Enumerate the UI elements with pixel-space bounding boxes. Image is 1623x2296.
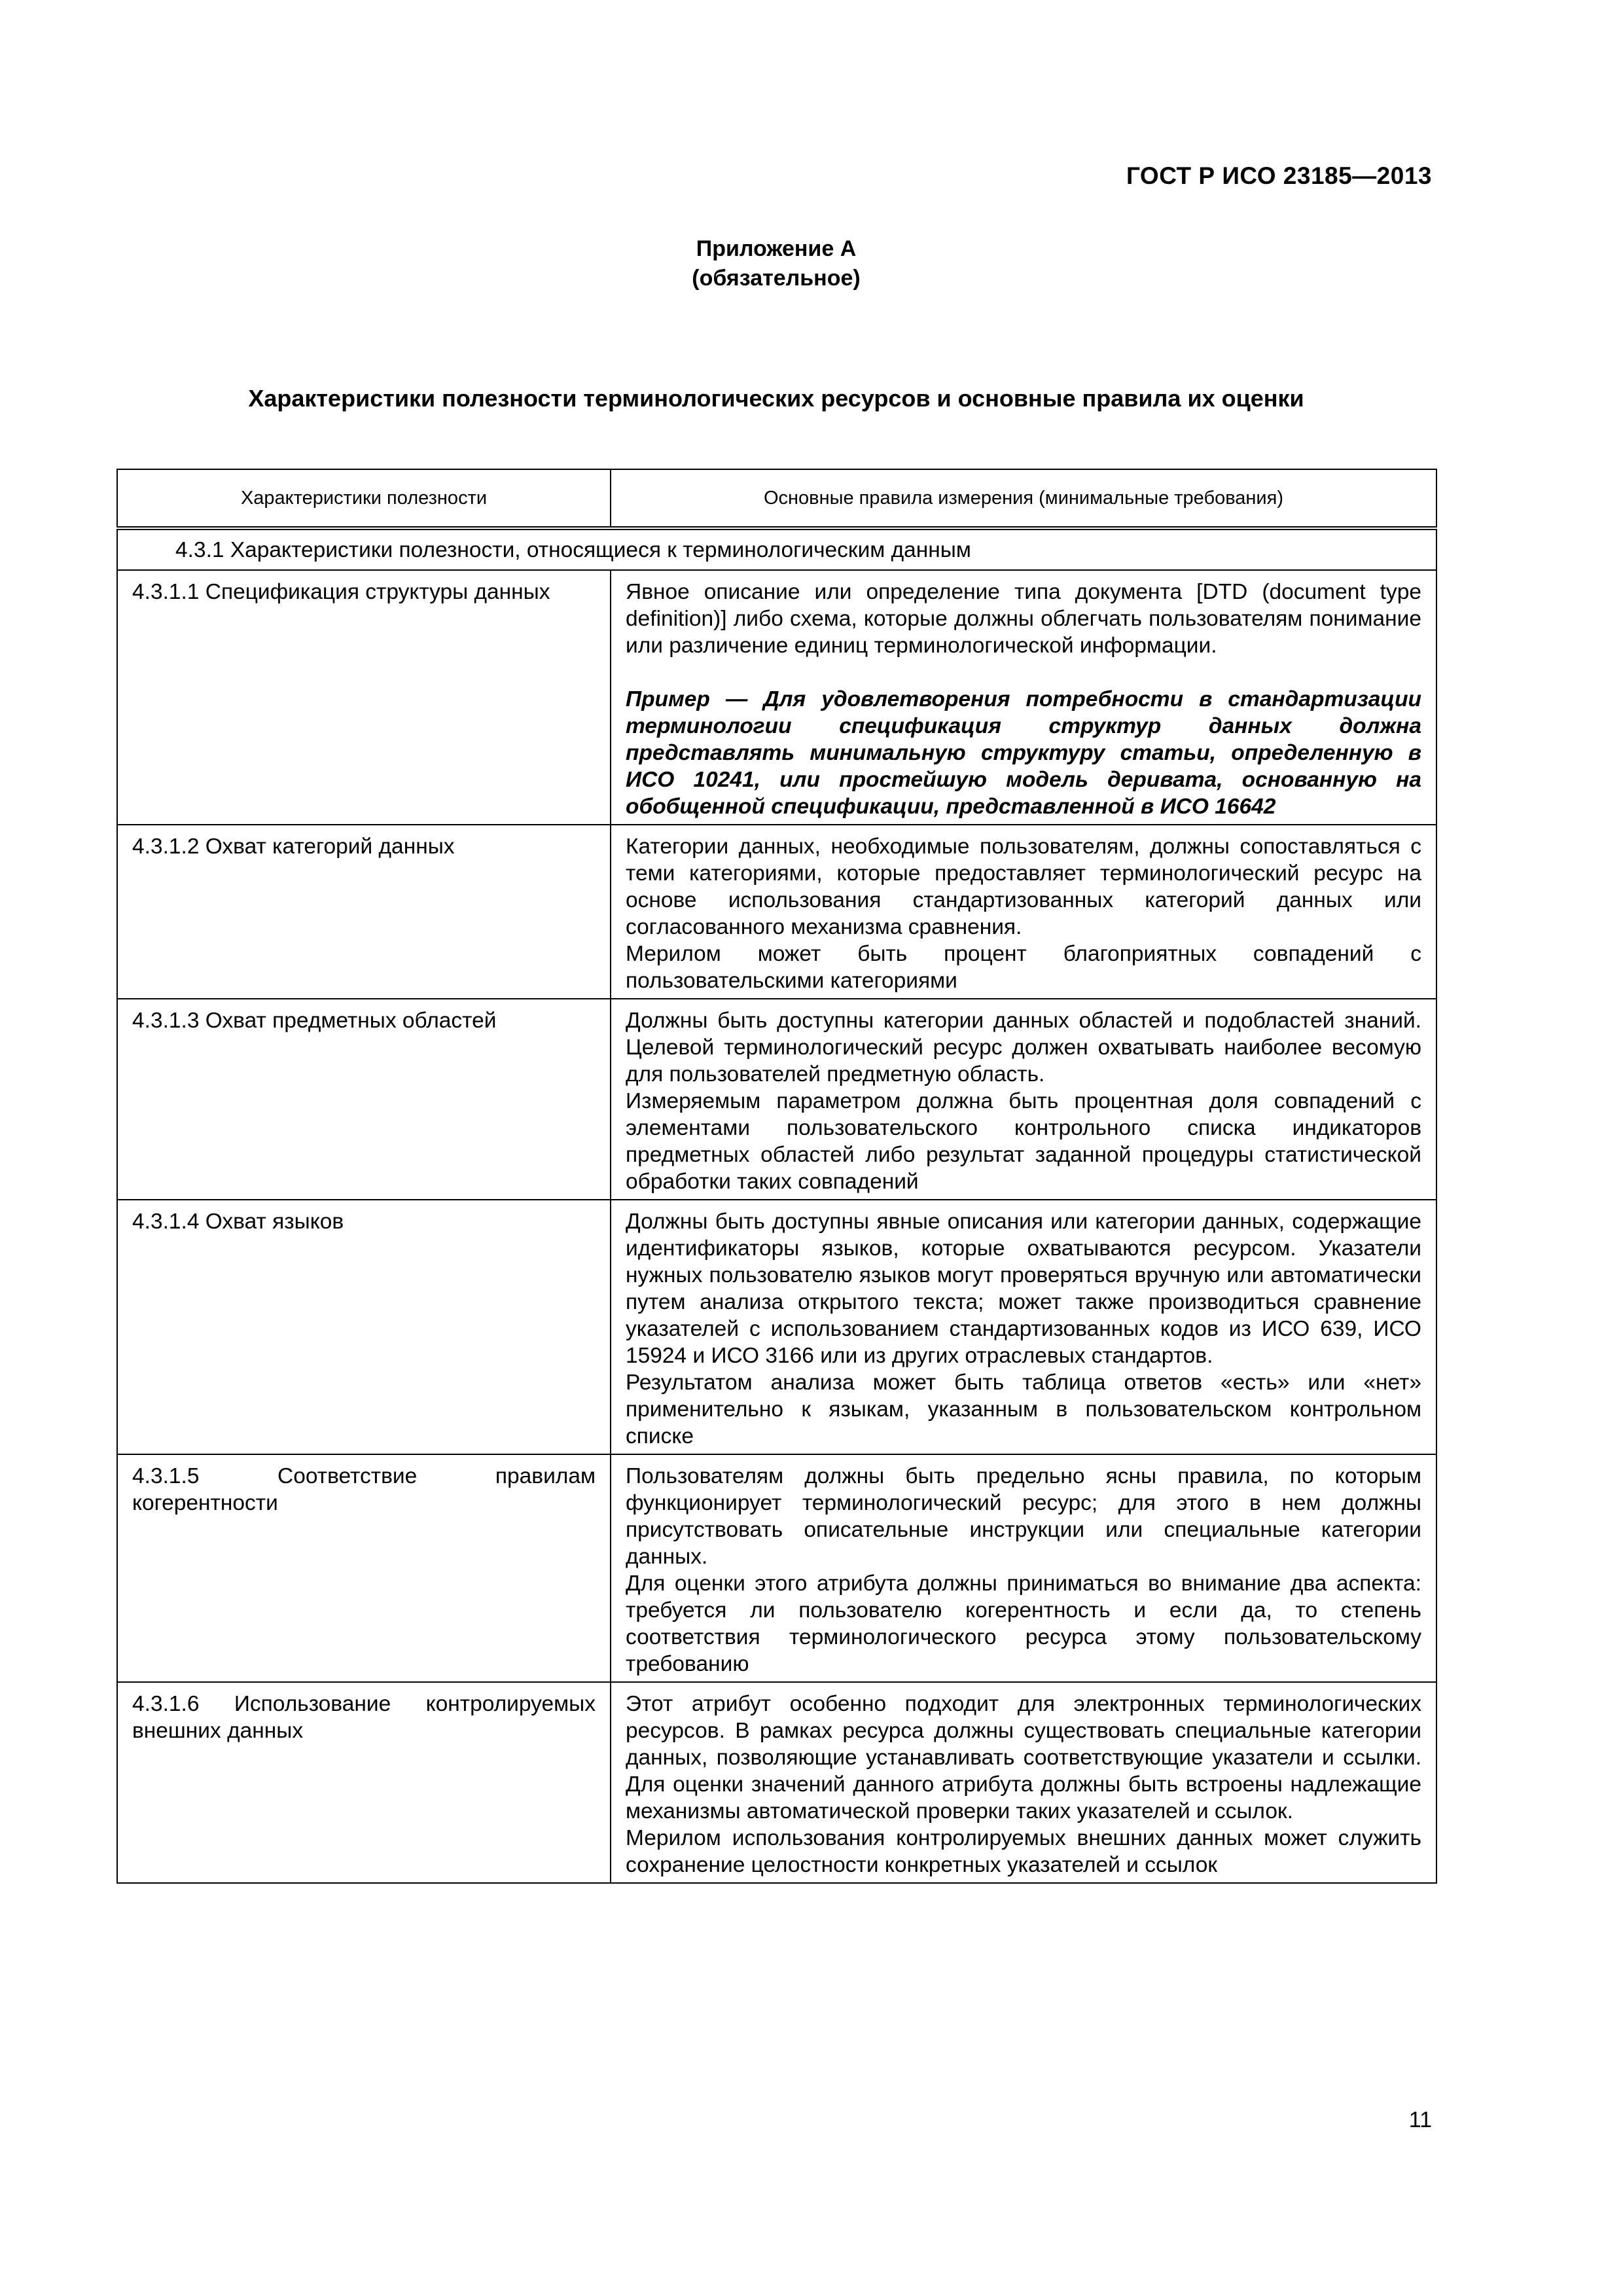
- characteristic-cell: 4.3.1.6 Использование контролируемых внешних данных: [117, 1682, 611, 1883]
- characteristic-cell: 4.3.1.3 Охват предметных областей: [117, 999, 611, 1200]
- characteristics-table: [116, 469, 1437, 1884]
- rule-paragraph: Для оценки этого атрибута должны приниматься во внимание два аспекта: требуется ли пользователю когерентность и если да, то степень соответствия терминологического ресурса этому пользовательскому требованию: [626, 1571, 1421, 1676]
- rule-paragraph: Измеряемым параметром должна быть процентная доля совпадений с элементами пользовательского контрольного списка индикаторов предметных областей либо результат заданной процедуры статистической обработки таких совпадений: [626, 1089, 1421, 1194]
- example-note: Пример — Для удовлетворения потребности в стандартизации терминологии спецификация структур данных должна представлять минимальную структуру статьи, определенную в ИСО 10241, или простейшую модель деривата, основанную на обобщенной спецификации, представленной в ИСО 16642: [626, 687, 1421, 819]
- rule-paragraph: Этот атрибут особенно подходит для электронных терминологических ресурсов. В рамках ресурса должны существовать специальные категории данных, позволяющие устанавливать соответствующие указатели и ссылки. Для оценки значений данного атрибута должны быть встроены надлежащие механизмы автоматической проверки таких указателей и ссылок.: [626, 1692, 1421, 1823]
- characteristic-cell: 4.3.1.2 Охват категорий данных: [117, 825, 611, 999]
- table-row: [117, 999, 1436, 1200]
- standard-number: ГОСТ Р ИСО 23185—2013: [1126, 162, 1432, 189]
- rules-cell: [611, 1454, 1436, 1682]
- section-title: 4.3.1 Характеристики полезности, относящиеся к терминологическим данным: [117, 528, 1436, 570]
- page-number: 11: [1408, 2108, 1432, 2132]
- section-row: [117, 528, 1436, 570]
- page-title: Характеристики полезности терминологических ресурсов и основные правила их оценки: [248, 385, 1304, 412]
- rule-paragraph: Результатом анализа может быть таблица ответов «есть» или «нет» применительно к языкам, указанным в пользовательском контрольном списке: [626, 1371, 1421, 1448]
- rules-cell: [611, 1200, 1436, 1454]
- rule-paragraph: Мерилом использования контролируемых внешних данных может служить сохранение целостности конкретных указателей и ссылок: [626, 1826, 1421, 1877]
- rule-paragraph: Категории данных, необходимые пользователям, должны сопоставляться с теми категориями, которые предоставляет терминологический ресурс на основе использования стандартизованных категорий данных или согласованного механизма сравнения.: [626, 834, 1421, 939]
- annex-heading: [0, 234, 1552, 293]
- table-row: [117, 1682, 1436, 1883]
- rule-paragraph: Явное описание или определение типа документа [DTD (document type definition)] либо схема, которые должны облегчать пользователям понимание или различение единиц терминологической информации.: [626, 580, 1421, 658]
- table-row: [117, 1454, 1436, 1682]
- column-header-characteristics: Характеристики полезности: [117, 469, 611, 528]
- characteristic-cell: 4.3.1.1 Спецификация структуры данных: [117, 570, 611, 825]
- rules-cell: [611, 570, 1436, 825]
- table-row: [117, 825, 1436, 999]
- rule-paragraph: Пользователям должны быть предельно ясны правила, по которым функционирует терминологический ресурс; для этого в нем должны присутствовать описательные инструкции или специальные категории данных.: [626, 1464, 1421, 1569]
- table-row: [117, 570, 1436, 825]
- rule-paragraph: Должны быть доступны категории данных областей и подобластей знаний. Целевой терминологический ресурс должен охватывать наиболее весомую для пользователей предметную область.: [626, 1009, 1421, 1086]
- rules-cell: [611, 1682, 1436, 1883]
- annex-label: Приложение А: [696, 236, 857, 261]
- column-header-rules: Основные правила измерения (минимальные требования): [611, 469, 1436, 528]
- characteristic-cell: 4.3.1.4 Охват языков: [117, 1200, 611, 1454]
- rule-paragraph: Должны быть доступны явные описания или категории данных, содержащие идентификаторы языков, которые охватываются ресурсом. Указатели нужных пользователю языков могут проверяться вручную или автоматически путем анализа открытого текста; может также производиться сравнение указателей с использованием стандартизованных кодов из ИСО 639, ИСО 15924 и ИСО 3166 или из других отраслевых стандартов.: [626, 1210, 1421, 1368]
- characteristic-cell: 4.3.1.5 Соответствие правилам когерентности: [117, 1454, 611, 1682]
- rule-paragraph: Мерилом может быть процент благоприятных совпадений с пользовательскими категориями: [626, 942, 1421, 993]
- rules-cell: [611, 999, 1436, 1200]
- table-header-row: [117, 469, 1436, 528]
- annex-status: (обязательное): [692, 266, 861, 291]
- table-row: [117, 1200, 1436, 1454]
- rules-cell: [611, 825, 1436, 999]
